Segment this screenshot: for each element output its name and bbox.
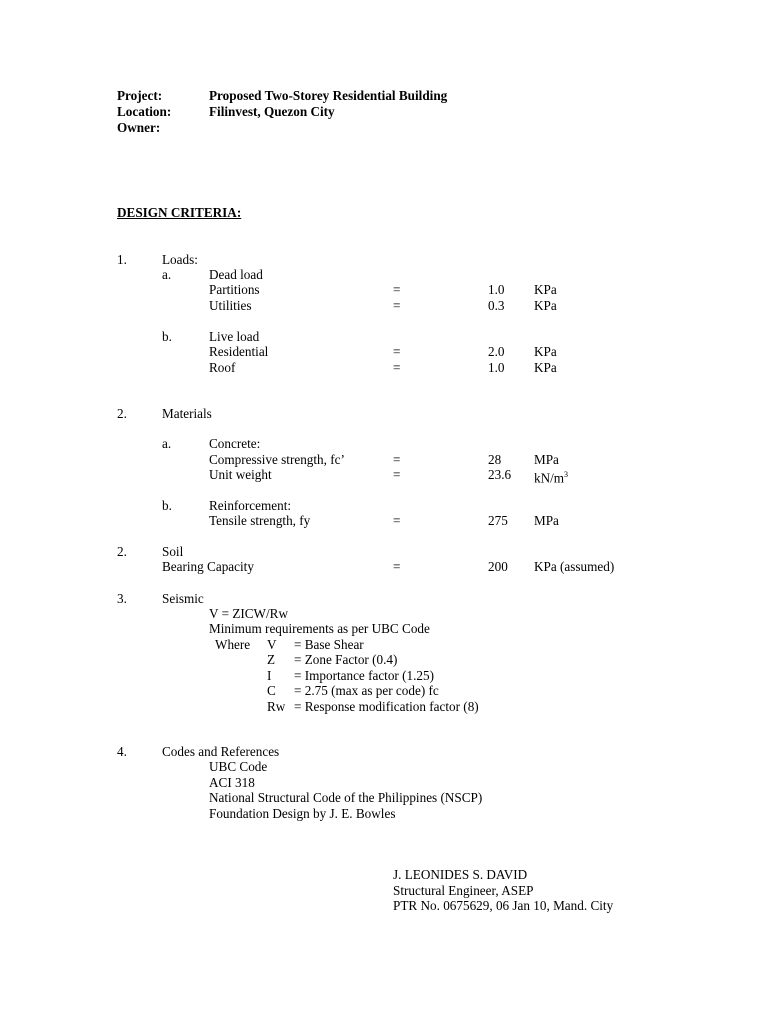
section-number: 1. <box>117 252 127 267</box>
term-symbol: I <box>267 668 272 683</box>
section-number: 3. <box>117 591 127 606</box>
row-label: Compressive strength, fc’ <box>209 452 345 467</box>
seismic-requirement: Minimum requirements as per UBC Code <box>209 621 430 636</box>
row-label: Bearing Capacity <box>162 559 254 574</box>
section-heading-seismic: Seismic <box>162 591 204 606</box>
equals-sign: = <box>393 360 401 375</box>
term-description: = Response modification factor (8) <box>294 699 479 714</box>
row-label: Utilities <box>209 298 252 313</box>
subsection-heading-reinforcement: Reinforcement: <box>209 498 292 513</box>
row-label: Residential <box>209 344 269 359</box>
section-heading-loads: Loads: <box>162 252 198 267</box>
row-value: 1.0 <box>488 360 505 375</box>
row-unit: MPa <box>534 452 559 467</box>
term-symbol: Z <box>267 652 276 667</box>
equals-sign: = <box>393 344 401 359</box>
row-unit: KPa <box>534 360 557 375</box>
row-value: 2.0 <box>488 344 505 359</box>
page-title: DESIGN CRITERIA: <box>117 205 242 220</box>
seismic-formula: V = ZICW/Rw <box>209 606 288 621</box>
row-label: Roof <box>209 360 236 375</box>
subsection-letter: b. <box>162 329 172 344</box>
term-description: = 2.75 (max as per code) fc <box>294 683 439 698</box>
term-symbol: V <box>267 637 277 652</box>
equals-sign: = <box>393 513 401 528</box>
owner-label: Owner: <box>117 120 161 135</box>
term-description: = Importance factor (1.25) <box>294 668 434 683</box>
reference-item: ACI 318 <box>209 775 255 790</box>
row-unit: KPa <box>534 344 557 359</box>
reference-item: UBC Code <box>209 759 268 774</box>
term-symbol: C <box>267 683 276 698</box>
signatory-name: J. LEONIDES S. DAVID <box>393 867 528 882</box>
term-symbol: Rw <box>267 699 286 714</box>
subsection-letter: a. <box>162 267 172 282</box>
row-label: Unit weight <box>209 467 272 482</box>
row-unit: KPa <box>534 282 557 297</box>
row-label: Tensile strength, fy <box>209 513 311 528</box>
unit-superscript: 3 <box>564 470 569 479</box>
section-heading-materials: Materials <box>162 406 212 421</box>
row-value: 0.3 <box>488 298 505 313</box>
term-description: = Zone Factor (0.4) <box>294 652 398 667</box>
row-unit: KPa (assumed) <box>534 559 615 574</box>
equals-sign: = <box>393 467 401 482</box>
project-value: Proposed Two-Storey Residential Building <box>209 88 448 103</box>
row-value: 23.6 <box>488 467 512 482</box>
subsection-letter: b. <box>162 498 172 513</box>
equals-sign: = <box>393 282 401 297</box>
row-value: 200 <box>488 559 508 574</box>
row-value: 1.0 <box>488 282 505 297</box>
subsection-letter: a. <box>162 436 172 451</box>
location-label: Location: <box>117 104 172 119</box>
location-value: Filinvest, Quezon City <box>209 104 335 119</box>
row-value: 275 <box>488 513 508 528</box>
equals-sign: = <box>393 298 401 313</box>
unit-text: kN/m <box>534 470 565 486</box>
row-unit <box>534 467 568 486</box>
section-heading-codes: Codes and References <box>162 744 280 759</box>
section-heading-soil: Soil <box>162 544 184 559</box>
subsection-heading-live-load: Live load <box>209 329 260 344</box>
row-unit: MPa <box>534 513 559 528</box>
reference-item: Foundation Design by J. E. Bowles <box>209 806 396 821</box>
signatory-title: Structural Engineer, ASEP <box>393 883 534 898</box>
subsection-heading-concrete: Concrete: <box>209 436 261 451</box>
section-number: 2. <box>117 406 127 421</box>
section-number: 2. <box>117 544 127 559</box>
row-value: 28 <box>488 452 502 467</box>
reference-item: National Structural Code of the Philippines (NSCP) <box>209 790 483 805</box>
term-description: = Base Shear <box>294 637 364 652</box>
row-unit: KPa <box>534 298 557 313</box>
where-label: Where <box>215 637 251 652</box>
project-label: Project: <box>117 88 163 103</box>
row-label: Partitions <box>209 282 260 297</box>
signatory-ptr: PTR No. 0675629, 06 Jan 10, Mand. City <box>393 898 614 913</box>
subsection-heading-dead-load: Dead load <box>209 267 263 282</box>
equals-sign: = <box>393 452 401 467</box>
equals-sign: = <box>393 559 401 574</box>
section-number: 4. <box>117 744 127 759</box>
